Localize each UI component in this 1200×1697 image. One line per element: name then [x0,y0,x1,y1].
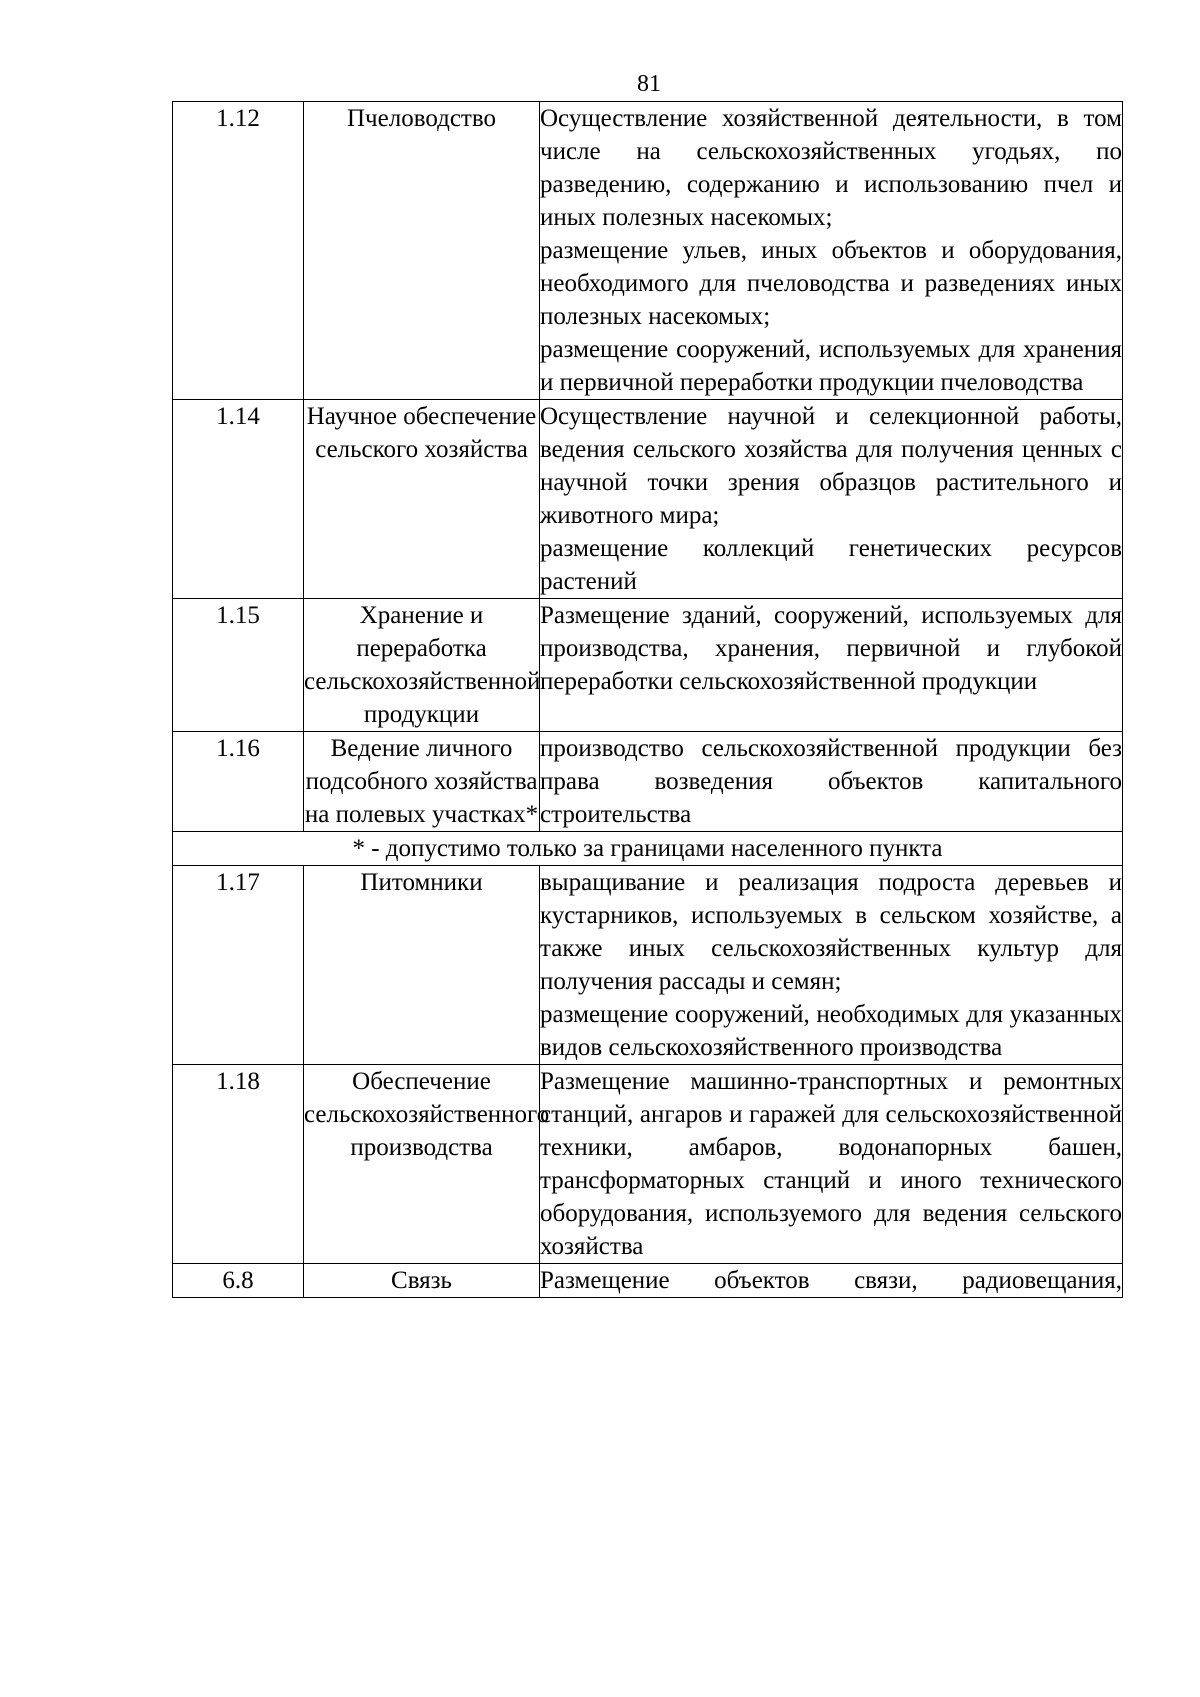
row-code: 1.14 [173,400,304,599]
row-description [540,732,1123,832]
row-description [540,1264,1123,1298]
row-code: 1.17 [173,866,304,1065]
description-paragraph: размещение сооружений, используемых для хранения и первичной переработки продукции пчеловодства [540,336,1122,396]
table-row [173,400,1123,599]
description-paragraph: Размещение объектов связи, радиовещания, [540,1267,1122,1294]
table-row [173,1065,1123,1264]
row-description [540,1065,1123,1264]
land-use-table [172,101,1123,1298]
description-paragraph: размещение ульев, иных объектов и оборудования, необходимого для пчеловодства и разведениях иных полезных насекомых; [540,237,1122,330]
row-name: Пчеловодство [304,102,540,400]
footnote-row [173,832,1123,866]
row-code: 6.8 [173,1264,304,1298]
description-paragraph: Размещение зданий, сооружений, используемых для производства, хранения, первичной и глубокой переработки сельскохозяйственной продукции [540,602,1122,695]
description-paragraph: выращивание и реализация подроста деревьев и кустарников, используемых в сельском хозяйстве, а также иных сельскохозяйственных культур для получения рассады и семян; [540,869,1122,995]
description-paragraph: размещение сооружений, необходимых для указанных видов сельскохозяйственного производства [540,1001,1122,1061]
row-code: 1.16 [173,732,304,832]
row-description [540,102,1123,400]
table-row [173,732,1123,832]
row-code: 1.18 [173,1065,304,1264]
row-description [540,599,1123,732]
row-code: 1.12 [173,102,304,400]
table-row [173,1264,1123,1298]
row-description [540,400,1123,599]
row-name: Питомники [304,866,540,1065]
description-paragraph: Осуществление научной и селекционной работы, ведения сельского хозяйства для получения ценных с научной точки зрения образцов растительного и животного мира; [540,403,1122,529]
description-paragraph: Осуществление хозяйственной деятельности, в том числе на сельскохозяйственных угодьях, по разведению, содержанию и использованию пчел и иных полезных насекомых; [540,105,1122,231]
row-description [540,866,1123,1065]
table-row [173,599,1123,732]
footnote: * - допустимо только за границами населенного пункта [173,832,1123,866]
description-paragraph: производство сельскохозяйственной продукции без права возведения объектов капитального строительства [540,735,1122,828]
row-name: Ведение личного подсобного хозяйства на полевых участках* [304,732,540,832]
row-name: Обеспечение сельскохозяйственного производства [304,1065,540,1264]
page-number: 81 [637,71,661,97]
description-paragraph: размещение коллекций генетических ресурсов растений [540,535,1122,595]
row-code: 1.15 [173,599,304,732]
row-name: Связь [304,1264,540,1298]
table-row [173,866,1123,1065]
table-row [173,102,1123,400]
description-paragraph: Размещение машинно-транспортных и ремонтных станций, ангаров и гаражей для сельскохозяйственной техники, амбаров, водонапорных башен, трансформаторных станций и иного технического оборудования, используемого для ведения сельского хозяйства [540,1068,1122,1260]
row-name: Хранение и переработка сельскохозяйственной продукции [304,599,540,732]
row-name: Научное обеспечение сельского хозяйства [304,400,540,599]
